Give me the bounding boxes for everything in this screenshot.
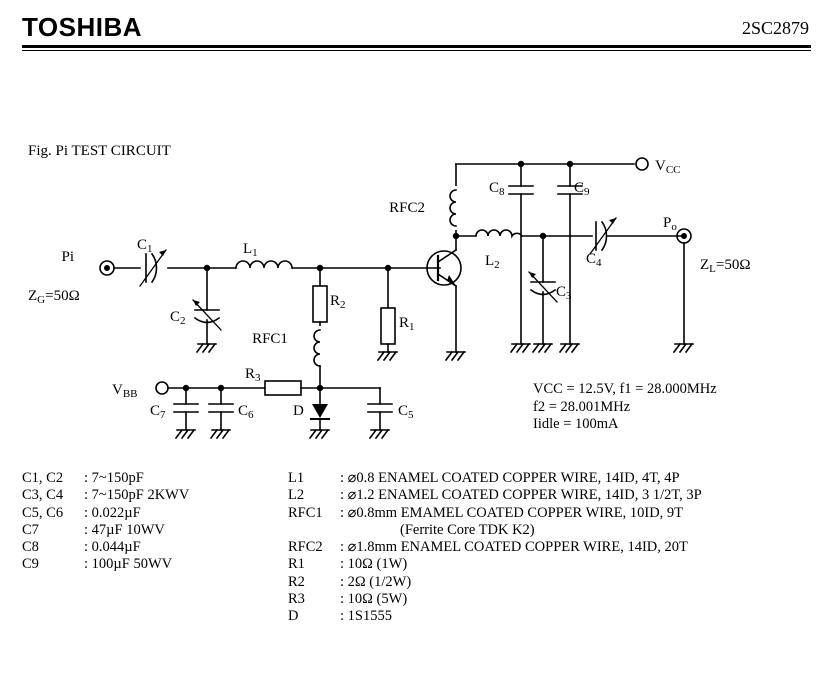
c4-arrow-head [609, 218, 616, 224]
parts-list-inductors-resistors [288, 470, 828, 626]
part-number: 2SC2879 [741, 18, 809, 38]
toshiba-logo: TOSHIBA [22, 12, 143, 42]
parts-row [22, 505, 272, 522]
vbb-terminal [156, 382, 168, 394]
ground-diode [310, 430, 329, 438]
figure-caption: Fig. Pi TEST CIRCUIT [28, 143, 171, 159]
label-l2: $L_2$ [485, 253, 500, 271]
part-value: : 1S1555 [340, 608, 392, 625]
c1-arrow-head [159, 250, 166, 256]
part-label: C3, C4 [22, 487, 64, 504]
parts-row [288, 591, 828, 608]
part-value: : 0.022µF [84, 504, 141, 521]
diode-body [312, 404, 328, 418]
parts-row [22, 487, 272, 504]
ground-c6 [211, 430, 230, 438]
label-c9: $C_9$ [574, 180, 590, 198]
part-value: : 10Ω (1W) [340, 556, 408, 573]
parts-row [288, 470, 828, 487]
vcc-terminal [636, 158, 648, 170]
label-zl: $Z_L=50\Omega$ [700, 257, 751, 275]
part-value: : 100µF 50WV [84, 556, 173, 573]
label-l1: $L_1$ [243, 241, 258, 259]
ground-c9 [560, 344, 579, 352]
part-label: C9 [22, 556, 39, 573]
part-value: (Ferrite Core TDK K2) [400, 521, 535, 538]
opcond-line-1: f2 = 28.001MHz [533, 398, 631, 415]
ground-c8 [511, 344, 530, 352]
label-d: D [293, 403, 304, 419]
r1-body [381, 308, 395, 344]
part-value: : ⌀0.8 ENAMEL COATED COPPER WIRE, 14ID, 4T, 4P [340, 470, 680, 486]
parts-row [288, 556, 828, 573]
opcond-line-2: Iidle = 100mA [533, 416, 619, 432]
parts-row [288, 574, 828, 591]
label-zg: $Z_G=50\Omega$ [28, 288, 80, 306]
r3-body [265, 381, 301, 395]
parts-row [288, 608, 828, 625]
parts-row [22, 522, 272, 539]
part-label: R2 [288, 573, 305, 590]
part-value: : 47µF 10WV [84, 521, 165, 538]
part-label: C7 [22, 521, 39, 538]
parts-row [22, 556, 272, 573]
ground-c5 [370, 430, 389, 438]
label-pi: Pi [61, 249, 74, 265]
part-value: : 7~150pF [84, 470, 144, 486]
ground-r1 [378, 352, 397, 360]
label-c2: $C_2$ [170, 309, 186, 327]
parts-list-capacitors [22, 470, 272, 574]
label-r3: $R_3$ [245, 366, 261, 384]
label-rfc1: RFC1 [252, 331, 288, 347]
part-label: C8 [22, 539, 39, 556]
label-r1: $R_1$ [399, 315, 415, 333]
part-value: : 2Ω (1/2W) [340, 573, 412, 590]
parts-row [288, 522, 828, 539]
label-c6: $C_6$ [238, 403, 254, 421]
ground-c7 [176, 430, 195, 438]
part-value: : 10Ω (5W) [340, 591, 408, 608]
ground-po [674, 344, 693, 352]
label-c3: $C_3$ [556, 284, 572, 302]
r2-body [313, 286, 327, 322]
parts-row [288, 505, 828, 522]
operating-conditions [533, 381, 717, 434]
po-terminal-inner [681, 233, 687, 239]
label-vcc: $V_{CC}$ [655, 158, 681, 176]
parts-row [288, 487, 828, 504]
ground-emitter [446, 352, 465, 360]
opcond-line-0: VCC = 12.5V, f1 = 28.000MHz [533, 381, 717, 397]
part-label: R3 [288, 591, 305, 608]
part-value: : 7~150pF 2KWV [84, 487, 190, 504]
pi-terminal-inner [104, 265, 110, 271]
part-value: : ⌀1.8mm ENAMEL COATED COPPER WIRE, 14ID, 20T [340, 539, 688, 556]
parts-row [288, 539, 828, 556]
part-value: : 0.044µF [84, 539, 141, 556]
label-c5: $C_5$ [398, 403, 414, 421]
c2-arrow-head [193, 300, 200, 306]
label-rfc2: RFC2 [389, 200, 425, 216]
label-c1: $C_1$ [137, 237, 153, 255]
label-r2: $R_2$ [330, 293, 346, 311]
part-value: : ⌀1.2 ENAMEL COATED COPPER WIRE, 14ID, 3 1/2T, 3P [340, 487, 702, 504]
c3-arrow-head [529, 272, 536, 278]
part-label: D [288, 608, 299, 625]
label-c8: $C_8$ [489, 180, 505, 198]
part-label: L1 [288, 470, 305, 486]
part-label: C1, C2 [22, 470, 64, 486]
part-label: L2 [288, 487, 305, 504]
part-value: : ⌀0.8mm EMAMEL COATED COPPER WIRE, 10ID, 9T [340, 504, 684, 521]
part-label: RFC2 [288, 539, 323, 556]
ground-c2 [197, 344, 216, 352]
label-po: $P_o$ [663, 215, 677, 233]
label-c4: $C_4$ [586, 251, 602, 269]
parts-row [22, 470, 272, 487]
part-label: C5, C6 [22, 504, 64, 521]
part-label: R1 [288, 556, 305, 573]
label-vbb: $V_{BB}$ [112, 382, 138, 400]
label-c7: $C_7$ [150, 403, 166, 421]
part-label: RFC1 [288, 504, 323, 521]
ground-c3 [533, 344, 552, 352]
parts-row [22, 539, 272, 556]
